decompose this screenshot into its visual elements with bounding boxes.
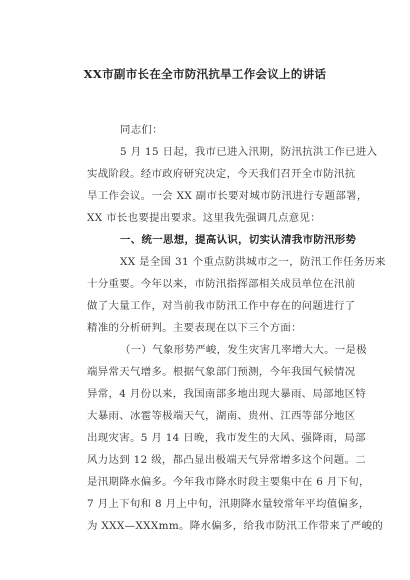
paragraph-line: （一）气象形势严峻，发生灾害几率增大大。一是极: [120, 344, 368, 356]
document-title: XX市副市长在全市防汛抗旱工作会议上的讲话: [83, 67, 327, 81]
paragraph-line: 实战阶段。经市政府研究决定，今天我们召开全市防汛抗: [87, 168, 356, 180]
paragraph-line: 精准的分析研判。主要表现在以下三个方面：: [87, 322, 302, 334]
paragraph-line: 为 XXX—XXXmm。降水偏多，给我市防汛工作带来了严峻的: [87, 520, 384, 532]
paragraph-line: 风力达到 12 级，都凸显出极端天气异常增多这个问题。二: [87, 454, 366, 466]
paragraph-line: 大暴雨、冰雹等极端天气，湖南、贵州、江西等部分地区: [87, 410, 356, 422]
paragraph-line: 是汛期降水偏多。今年我市降水时段主要集中在 6 月下旬，: [87, 476, 370, 488]
paragraph-line: 异常，4 月份以来，我国南部多地出现大暴雨、局部地区特: [87, 388, 367, 400]
paragraph-line: 5 月 15 日起，我市已进入汛期，防汛抗洪工作已进入: [120, 146, 378, 158]
paragraph-line: XX 是全国 31 个重点防洪城市之一，防汛工作任务历来: [120, 256, 386, 268]
section-heading: 一、统一思想，提高认识，切实认清我市防汛形势: [120, 234, 357, 246]
paragraph-line: 端异常天气增多。根据气象部门预测，今年我国气候情况: [87, 366, 356, 378]
paragraph-line: XX 市长也要提出要求。这里我先强调几点意见：: [87, 212, 321, 224]
paragraph-line: 旱工作会议。一会 XX 副市长要对城市防汛进行专题部署，: [87, 190, 368, 202]
salutation: 同志们：: [120, 124, 163, 136]
paragraph-line: 7 月上下旬和 8 月上中旬，汛期降水量较常年平均值偏多，: [87, 498, 370, 510]
paragraph-line: 做了大量工作，对当前我市防汛工作中存在的问题进行了: [87, 300, 356, 312]
paragraph-line: 十分重要。今年以来，市防汛指挥部相关成员单位在汛前: [87, 278, 356, 290]
paragraph-line: 出现灾害。5 月 14 日晚，我市发生的大风、强降雨，局部: [87, 432, 366, 444]
